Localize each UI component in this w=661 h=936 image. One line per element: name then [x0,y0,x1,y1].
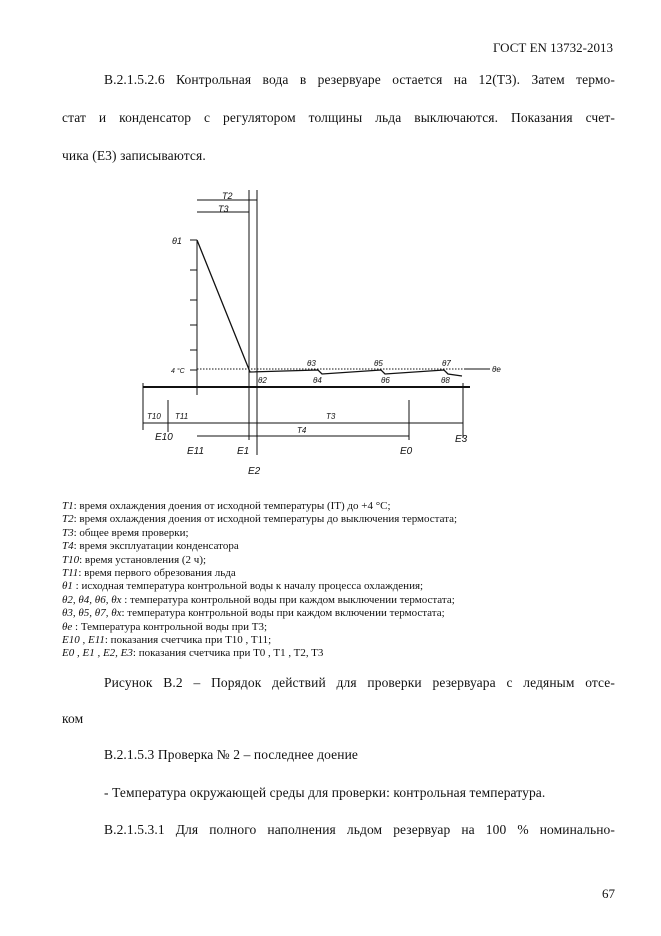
paragraph-line: стат и конденсатор с регулятором толщины льда выключаются. Показания счет- [62,110,615,125]
standard-header: ГОСТ EN 13732-2013 [492,40,613,55]
fig-label: θ3 [307,359,316,368]
legend-item: θ2, θ4, θ6, θx : температура контрольной воды при каждом выключении термостата; [62,593,455,606]
fig-label: θ8 [441,376,450,385]
paragraph-line: В.2.1.5.2.6 Контрольная вода в резервуаре остается на 12(Т3). Затем термо- [104,72,615,87]
fig-label: θ2 [258,376,267,385]
bullet-line: - Температура окружающей среды для проверки: контрольная температура. [104,785,546,800]
legend-item: θe : Температура контрольной воды при T3; [62,620,267,633]
fig-label: T10 [147,412,161,421]
legend-item: E0 , E1 , E2, E3: показания счетчика при T0 , T1 , T2, T3 [62,647,324,660]
fig-label: T2 [222,191,233,201]
fig-label: 4 °C [171,368,185,375]
fig-label: E10 [155,432,173,443]
fig-label: θ1 [172,236,182,246]
fig-label: E2 [248,466,261,477]
fig-label: E3 [455,434,468,445]
fig-label: θ7 [442,359,451,368]
legend-item: T1: время охлаждения доения от исходной температуры (IT) до +4 °C; [62,500,391,512]
fig-label: T3 [326,412,336,421]
figure-caption-end: ком [62,711,84,726]
temperature-curve [197,240,462,376]
legend-item: E10 , E11: показания счетчика при T10 , T11; [62,634,272,647]
fig-label: θ4 [313,376,322,385]
fig-label: T11 [175,412,189,421]
legend-item: T11: время первого обрезования льда [62,567,236,580]
fig-label: E0 [400,446,413,457]
legend-item: θ3, θ5, θ7, θx: температура контрольной воды при каждом включении термостата; [62,607,445,620]
fig-label: θ5 [374,359,383,368]
legend-item: θ1 : исходная температура контрольной воды к началу процесса охлаждения; [62,580,424,593]
fig-label: E11 [187,446,205,457]
legend-item: T2: время охлаждения доения от исходной температуры до выключения термостата; [62,513,458,526]
figure-caption: Рисунок В.2 – Порядок действий для проверки резервуара с ледяным отсе- [104,675,615,690]
legend-item: T3: общее время проверки; [62,526,189,539]
fig-label: θe [492,365,501,374]
figure-legend [62,500,457,661]
section-heading: В.2.1.5.3 Проверка № 2 – последнее доение [104,747,359,762]
fig-label: T4 [297,426,307,435]
legend-item: T4: время эксплуатации конденсатора [62,540,239,553]
page-number: 67 [602,886,615,901]
fig-label: T3 [218,204,229,214]
paragraph-line: чика (E3) записываются. [62,148,206,163]
paragraph-line: В.2.1.5.3.1 Для полного наполнения льдом резервуар на 100 % номинально- [104,822,615,837]
fig-label: θ6 [381,376,390,385]
legend-item: T10: время установления (2 ч); [62,553,207,566]
fig-label: E1 [237,446,250,457]
